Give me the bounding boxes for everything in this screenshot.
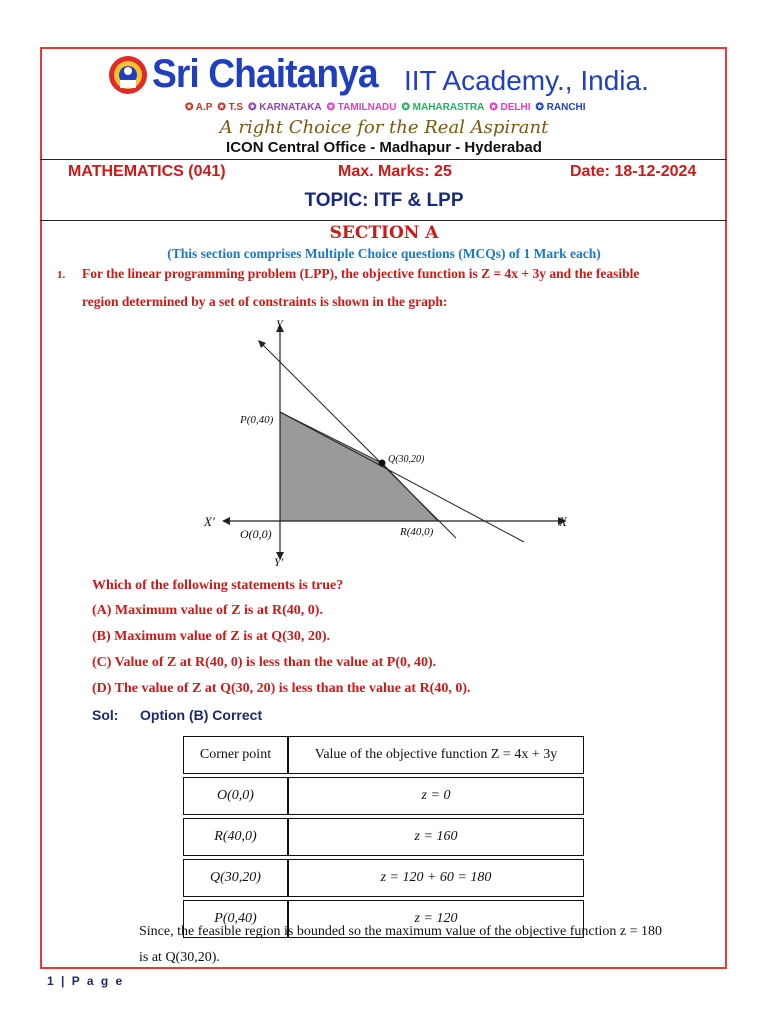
question-text-line-2: region determined by a set of constraints is shown in the graph:: [82, 294, 448, 309]
point-q: [379, 460, 386, 467]
state-item: ✪ DELHI: [489, 102, 531, 113]
divider: [40, 159, 727, 160]
corner-point-table: [183, 733, 584, 941]
academy-logo-icon: [108, 54, 148, 96]
brand-suffix: IIT Academy., India.: [404, 65, 649, 96]
label-q: Q(30,20): [388, 454, 425, 465]
label-p: P(0,40): [240, 414, 274, 426]
tagline: A right Choice for the Real Aspirant: [219, 117, 549, 138]
question-number: 1.: [57, 269, 66, 281]
exam-date: Date: 18-12-2024: [570, 163, 697, 180]
option-c: (C) Value of Z at R(40, 0) is less than the value at P(0, 40).: [92, 655, 437, 670]
table-header-row: [183, 736, 584, 774]
office-address: ICON Central Office - Madhapur - Hyderabad: [226, 139, 542, 156]
table-cell: O(0,0): [183, 777, 288, 815]
state-item: ✪ MAHARASTRA: [401, 102, 485, 113]
brand-name: Sri Chaitanya: [152, 52, 378, 96]
state-item: ✪ A.P: [185, 102, 213, 113]
state-item: ✪ T.S: [217, 102, 244, 113]
option-a: (A) Maximum value of Z is at R(40, 0).: [92, 603, 323, 618]
feasible-region-graph: [198, 316, 578, 576]
page-number: 1 | P a g e: [47, 974, 125, 988]
question-prompt: Which of the following statements is true?: [92, 578, 344, 593]
label-x: X: [559, 514, 567, 529]
section-title: SECTION A: [329, 223, 439, 243]
conclusion-line-1: Since, the feasible region is bounded so the maximum value of the objective function z = 180: [139, 924, 663, 939]
label-origin: O(0,0): [240, 527, 272, 541]
table-row: [183, 818, 584, 856]
topic-title: TOPIC: ITF & LPP: [304, 190, 464, 211]
table-row: [183, 777, 584, 815]
table-cell: z = 0: [288, 777, 584, 815]
label-r: R(40,0): [400, 526, 434, 538]
table-header: Corner point: [183, 736, 288, 774]
brand-title: [152, 52, 649, 97]
solution-label: Sol:: [92, 707, 119, 723]
table-row: [183, 859, 584, 897]
subject-code: MATHEMATICS (041): [68, 163, 226, 180]
state-item: ✪ RANCHI: [535, 102, 586, 113]
divider: [40, 220, 727, 221]
question-text-line-1: For the linear programming problem (LPP), the objective function is Z = 4x + 3y and the feasible: [82, 266, 640, 281]
section-note: (This section comprises Multiple Choice questions (MCQs) of 1 Mark each): [167, 246, 601, 261]
feasible-region: [280, 412, 438, 521]
table-cell: R(40,0): [183, 818, 288, 856]
table-cell: P(0,40): [183, 900, 288, 938]
label-y: Y: [276, 317, 283, 331]
label-x-neg: X′: [204, 514, 215, 529]
table-cell: Q(30,20): [183, 859, 288, 897]
state-list: [185, 102, 591, 113]
x-axis-arrow-left: [222, 517, 230, 525]
state-item: ✪ KARNATAKA: [248, 102, 322, 113]
table-cell: z = 120 + 60 = 180: [288, 859, 584, 897]
state-item: ✪ TAMILNADU: [326, 102, 397, 113]
solution-answer: Option (B) Correct: [140, 707, 263, 723]
option-d: (D) The value of Z at Q(30, 20) is less than the value at R(40, 0).: [92, 681, 471, 696]
table-cell: z = 160: [288, 818, 584, 856]
label-y-neg: Y′: [274, 555, 284, 569]
max-marks: Max. Marks: 25: [338, 163, 452, 180]
conclusion-line-2: is at Q(30,20).: [139, 950, 220, 965]
option-b: (B) Maximum value of Z is at Q(30, 20).: [92, 629, 330, 644]
table-header: Value of the objective function Z = 4x + 3y: [288, 736, 584, 774]
table-cell: z = 120: [288, 900, 584, 938]
